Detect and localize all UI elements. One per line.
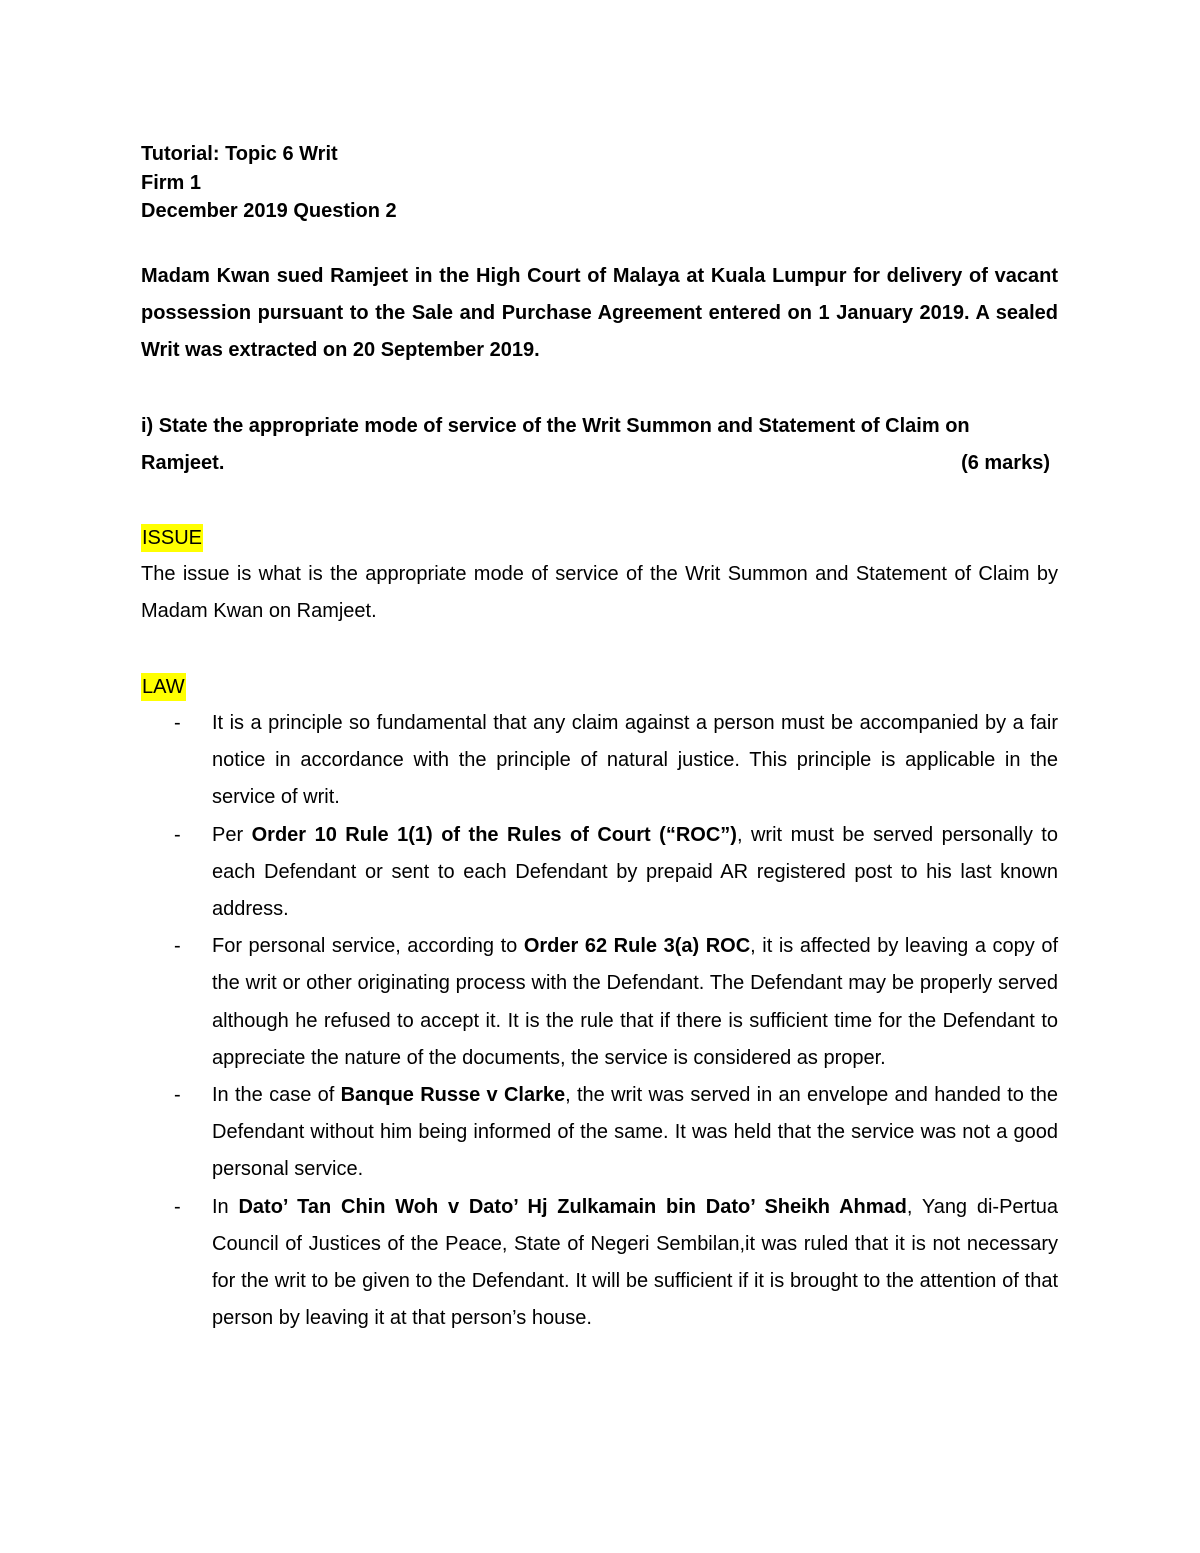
- law-item-text: In: [212, 1195, 239, 1218]
- document-header: [141, 140, 397, 226]
- law-item-text: For personal service, according to: [212, 935, 524, 958]
- bullet-dash: -: [174, 823, 181, 846]
- law-item-text: Per: [212, 823, 252, 846]
- question-part-i-end: Ramjeet.: [141, 452, 225, 475]
- law-item-citation: Order 62 Rule 3(a) ROC: [523, 935, 751, 958]
- bullet-dash: -: [174, 1084, 181, 1107]
- bullet-dash: -: [174, 935, 181, 958]
- law-item-tan-chin-woh: [141, 1189, 1058, 1338]
- law-item-text: , writ must be served personally to each Defendant or sent to each Defendant by prepaid AR registered post to his last known address.: [212, 823, 1058, 921]
- issue-text: The issue is what is the appropriate mode of service of the Writ Summon and Statement of Claim by Madam Kwan on Ramjeet.: [141, 563, 1058, 623]
- issue-heading: ISSUE: [141, 524, 203, 552]
- law-item-order-62: [141, 928, 1058, 1077]
- law-item-text: In the case of: [212, 1084, 341, 1107]
- law-item-case-name: Dato’ Tan Chin Woh v Dato’ Hj Zulkamain bin Dato’ Sheikh Ahmad: [238, 1195, 907, 1218]
- bullet-dash: -: [174, 1195, 181, 1218]
- bullet-dash: -: [174, 712, 181, 734]
- law-item-order-10: [141, 817, 1058, 929]
- law-item-text: , the writ was served in an envelope and handed to the Defendant without him being informed of the same. It was held that the service was not a good personal service.: [212, 1084, 1058, 1181]
- question-intro: Madam Kwan sued Ramjeet in the High Court of Malaya at Kuala Lumpur for delivery of vacant possession pursuant to the Sale and Purchase Agreement entered on 1 January 2019. A sealed Writ was extracted on 20 September 2019.: [141, 265, 1058, 362]
- law-item-citation: Order 10 Rule 1(1) of the Rules of Court (“ROC”): [251, 823, 737, 846]
- law-item-natural-justice: [141, 705, 1058, 817]
- question-reference: December 2019 Question 2: [141, 200, 397, 222]
- law-item-banque-russe: [141, 1077, 1058, 1189]
- question-part-i-marks-line: [141, 445, 1058, 482]
- law-item-text: It is a principle so fundamental that any claim against a person must be accompanied by a fair notice in accordance with the principle of natural justice. This principle is applicable in the service of writ.: [212, 712, 1058, 809]
- law-heading: LAW: [141, 673, 186, 701]
- question-part-i-text: i) State the appropriate mode of service of the Writ Summon and Statement of Claim on: [141, 415, 970, 437]
- marks-label: (6 marks): [961, 452, 1050, 475]
- law-item-case-name: Banque Russe v Clarke: [340, 1084, 566, 1107]
- law-item-text: , Yang di-Pertua Council of Justices of the Peace, State of Negeri Sembilan,it was ruled that it is not necessary for the writ to be given to the Defendant. It will be sufficient if it is brought to the attention of that person by leaving it at that person’s house.: [212, 1195, 1058, 1330]
- question-part-i: [141, 408, 1058, 482]
- firm-label: Firm 1: [141, 171, 202, 194]
- law-list: [141, 705, 1058, 1337]
- law-item-text: , it is affected by leaving a copy of the writ or other originating process with the Defendant. The Defendant may be properly served although he refused to accept it. It is the rule that if there is sufficient time for the Defendant to appreciate the nature of the documents, the service is considered as proper.: [212, 935, 1058, 1069]
- tutorial-title: Tutorial: Topic 6 Writ: [141, 143, 338, 165]
